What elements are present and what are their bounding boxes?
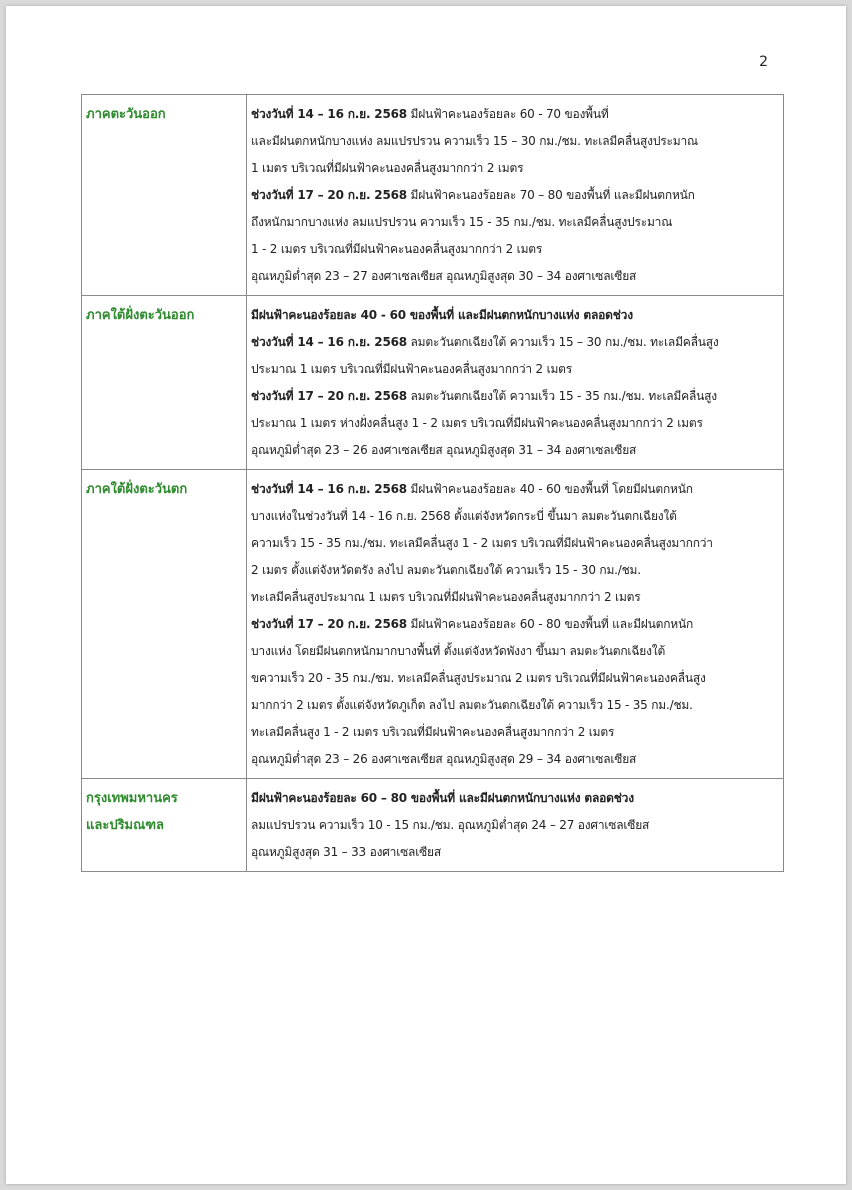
- table-row: [82, 95, 784, 296]
- forecast-text: 2 เมตร ตั้งแต่จังหวัดตรัง ลงไป ลมตะวันตกเฉียงใต้ ความเร็ว 15 - 30 กม./ชม.: [251, 563, 641, 577]
- page-number: 2: [759, 54, 768, 70]
- forecast-line: [251, 356, 779, 383]
- forecast-text: ลมตะวันตกเฉียงใต้ ความเร็ว 15 - 35 กม./ชม. ทะเลมีคลื่นสูง: [406, 389, 717, 403]
- forecast-line: [251, 263, 779, 290]
- forecast-detail-cell: [247, 296, 784, 470]
- forecast-text: อุณหภูมิสูงสุด 31 – 33 องศาเซลเซียส: [251, 845, 441, 859]
- forecast-line: [251, 182, 779, 209]
- forecast-line: [251, 383, 779, 410]
- forecast-line: [251, 638, 779, 665]
- forecast-line: [251, 719, 779, 746]
- forecast-period-heading: ช่วงวันที่ 14 – 16 ก.ย. 2568: [251, 482, 407, 496]
- region-name: และปริมณฑล: [86, 818, 164, 833]
- forecast-detail-cell: [247, 95, 784, 296]
- forecast-text: มีฝนฟ้าคะนองร้อยละ 40 - 60 ของพื้นที่ โดยมีฝนตกหนัก: [406, 482, 693, 496]
- forecast-text: อุณหภูมิต่ำสุด 23 – 26 องศาเซลเซียส อุณหภูมิสูงสุด 31 – 34 องศาเซลเซียส: [251, 443, 637, 457]
- forecast-text: มีฝนฟ้าคะนองร้อยละ 70 – 80 ของพื้นที่ และมีฝนตกหนัก: [406, 188, 695, 202]
- region-name: ภาคตะวันออก: [86, 107, 166, 122]
- forecast-text: 1 - 2 เมตร บริเวณที่มีฝนฟ้าคะนองคลื่นสูงมากกว่า 2 เมตร: [251, 242, 543, 256]
- forecast-text: ถึงหนักมากบางแห่ง ลมแปรปรวน ความเร็ว 15 - 35 กม./ชม. ทะเลมีคลื่นสูงประมาณ: [251, 215, 673, 229]
- forecast-text: ทะเลมีคลื่นสูง 1 - 2 เมตร บริเวณที่มีฝนฟ้าคะนองคลื่นสูงมากกว่า 2 เมตร: [251, 725, 615, 739]
- forecast-text: ลมแปรปรวน ความเร็ว 10 - 15 กม./ชม. อุณหภูมิต่ำสุด 24 – 27 องศาเซลเซียส: [251, 818, 650, 832]
- forecast-table: [81, 94, 784, 872]
- forecast-period-heading: ช่วงวันที่ 14 – 16 ก.ย. 2568: [251, 335, 407, 349]
- forecast-line: [251, 476, 779, 503]
- forecast-line: [251, 128, 779, 155]
- forecast-text: มีฝนฟ้าคะนองร้อยละ 60 - 80 ของพื้นที่ และมีฝนตกหนัก: [406, 617, 694, 631]
- region-cell: [82, 296, 247, 470]
- forecast-text: มากกว่า 2 เมตร ตั้งแต่จังหวัดภูเก็ต ลงไป ลมตะวันตกเฉียงใต้ ความเร็ว 15 - 35 กม./ชม.: [251, 698, 693, 712]
- forecast-period-heading: ช่วงวันที่ 17 – 20 ก.ย. 2568: [251, 188, 407, 202]
- forecast-text: อุณหภูมิต่ำสุด 23 – 27 องศาเซลเซียส อุณหภูมิสูงสุด 30 – 34 องศาเซลเซียส: [251, 269, 637, 283]
- table-row: [82, 296, 784, 470]
- forecast-text: 1 เมตร บริเวณที่มีฝนฟ้าคะนองคลื่นสูงมากกว่า 2 เมตร: [251, 161, 524, 175]
- region-name: กรุงเทพมหานคร: [86, 791, 178, 806]
- forecast-table-body: [82, 95, 784, 872]
- forecast-line: [251, 302, 779, 329]
- forecast-text: ขความเร็ว 20 - 35 กม./ชม. ทะเลมีคลื่นสูงประมาณ 2 เมตร บริเวณที่มีฝนฟ้าคะนองคลื่นสูง: [251, 671, 706, 685]
- forecast-line: [251, 746, 779, 773]
- forecast-period-heading: ช่วงวันที่ 17 – 20 ก.ย. 2568: [251, 617, 407, 631]
- forecast-text: ประมาณ 1 เมตร บริเวณที่มีฝนฟ้าคะนองคลื่นสูงมากกว่า 2 เมตร: [251, 362, 573, 376]
- table-row: [82, 470, 784, 779]
- forecast-line: [251, 236, 779, 263]
- region-cell: [82, 470, 247, 779]
- forecast-line: [251, 155, 779, 182]
- forecast-period-heading: ช่วงวันที่ 17 – 20 ก.ย. 2568: [251, 389, 407, 403]
- forecast-line: [251, 839, 779, 866]
- forecast-line: [251, 530, 779, 557]
- table-row: [82, 779, 784, 872]
- forecast-line: [251, 410, 779, 437]
- forecast-line: [251, 503, 779, 530]
- forecast-text: ทะเลมีคลื่นสูงประมาณ 1 เมตร บริเวณที่มีฝนฟ้าคะนองคลื่นสูงมากกว่า 2 เมตร: [251, 590, 641, 604]
- forecast-line: [251, 101, 779, 128]
- forecast-line: [251, 785, 779, 812]
- forecast-line: [251, 329, 779, 356]
- forecast-detail-cell: [247, 779, 784, 872]
- forecast-text: บางแห่งในช่วงวันที่ 14 - 16 ก.ย. 2568 ตั้งแต่จังหวัดกระบี่ ขึ้นมา ลมตะวันตกเฉียงใต้: [251, 509, 677, 523]
- forecast-line: [251, 692, 779, 719]
- document-page: [6, 6, 846, 1184]
- forecast-text: บางแห่ง โดยมีฝนตกหนักมากบางพื้นที่ ตั้งแต่จังหวัดพังงา ขึ้นมา ลมตะวันตกเฉียงใต้: [251, 644, 666, 658]
- forecast-period-heading: มีฝนฟ้าคะนองร้อยละ 60 – 80 ของพื้นที่ และมีฝนตกหนักบางแห่ง ตลอดช่วง: [251, 791, 634, 805]
- forecast-text: และมีฝนตกหนักบางแห่ง ลมแปรปรวน ความเร็ว 15 – 30 กม./ชม. ทะเลมีคลื่นสูงประมาณ: [251, 134, 698, 148]
- forecast-period-heading: มีฝนฟ้าคะนองร้อยละ 40 - 60 ของพื้นที่ และมีฝนตกหนักบางแห่ง ตลอดช่วง: [251, 308, 633, 322]
- forecast-line: [251, 584, 779, 611]
- region-name: ภาคใต้ฝั่งตะวันตก: [86, 482, 188, 497]
- forecast-text: ความเร็ว 15 - 35 กม./ชม. ทะเลมีคลื่นสูง 1 - 2 เมตร บริเวณที่มีฝนฟ้าคะนองคลื่นสูงมากกว่า: [251, 536, 713, 550]
- forecast-line: [251, 665, 779, 692]
- forecast-line: [251, 557, 779, 584]
- forecast-text: ลมตะวันตกเฉียงใต้ ความเร็ว 15 – 30 กม./ชม. ทะเลมีคลื่นสูง: [406, 335, 719, 349]
- forecast-text: มีฝนฟ้าคะนองร้อยละ 60 - 70 ของพื้นที่: [406, 107, 609, 121]
- forecast-detail-cell: [247, 470, 784, 779]
- forecast-text: อุณหภูมิต่ำสุด 23 – 26 องศาเซลเซียส อุณหภูมิสูงสุด 29 – 34 องศาเซลเซียส: [251, 752, 637, 766]
- forecast-text: ประมาณ 1 เมตร ห่างฝั่งคลื่นสูง 1 - 2 เมตร บริเวณที่มีฝนฟ้าคะนองคลื่นสูงมากกว่า 2 เมตร: [251, 416, 703, 430]
- forecast-line: [251, 437, 779, 464]
- forecast-period-heading: ช่วงวันที่ 14 – 16 ก.ย. 2568: [251, 107, 407, 121]
- region-name: ภาคใต้ฝั่งตะวันออก: [86, 308, 195, 323]
- forecast-line: [251, 209, 779, 236]
- forecast-line: [251, 611, 779, 638]
- region-cell: [82, 779, 247, 872]
- region-cell: [82, 95, 247, 296]
- forecast-line: [251, 812, 779, 839]
